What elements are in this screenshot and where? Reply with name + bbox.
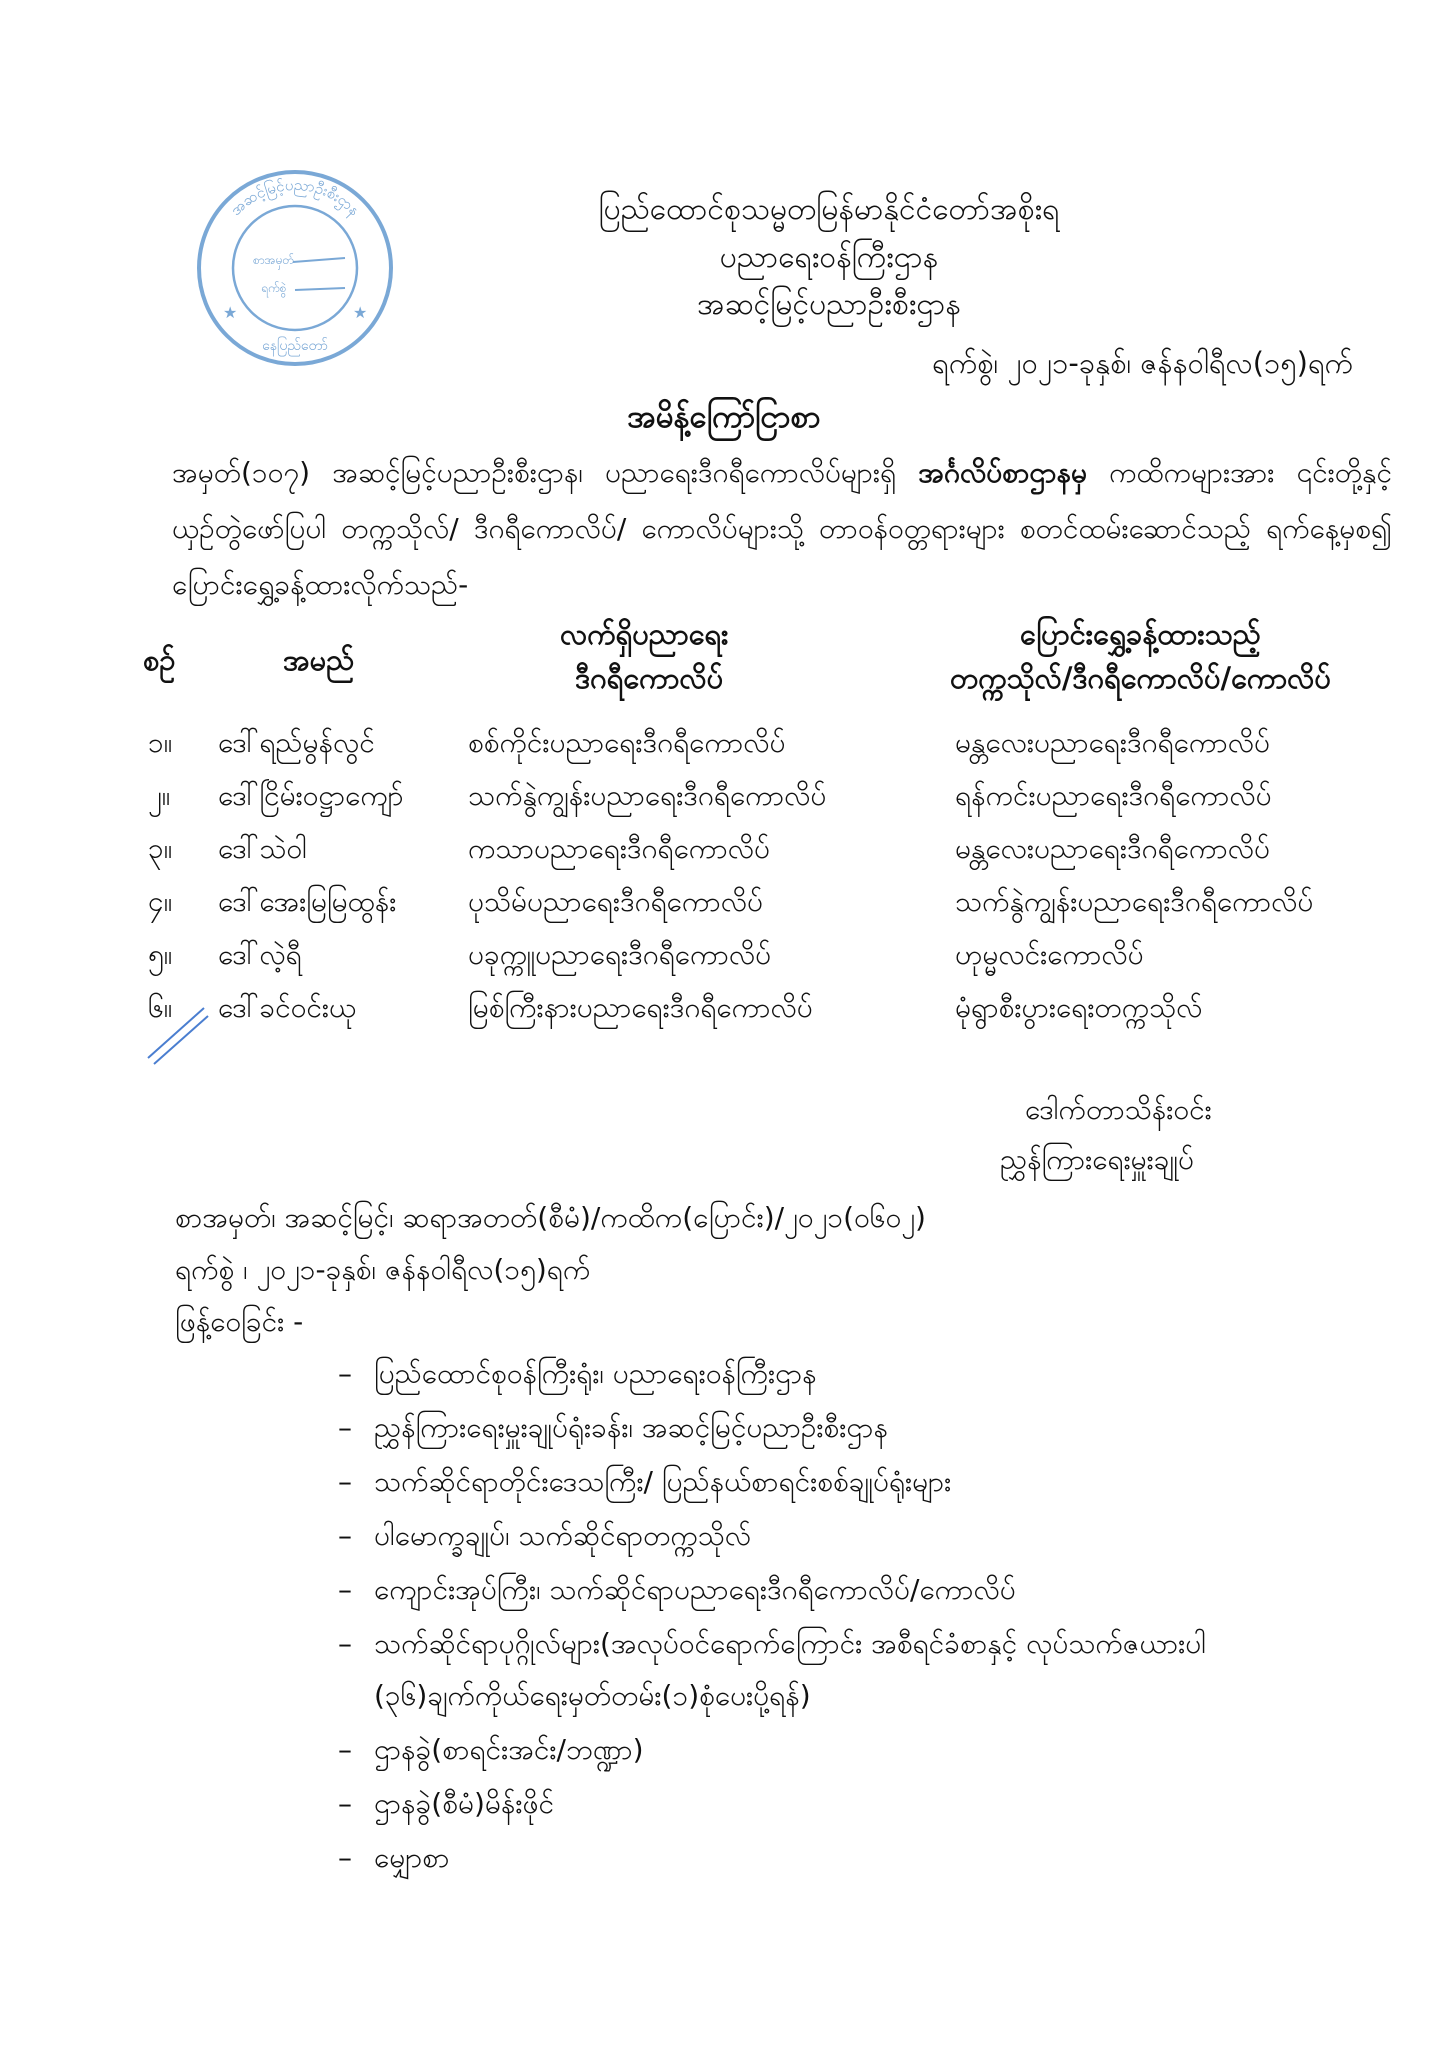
reference-date: ရက်စွဲ ၊ ၂၀၂၁-ခုနှစ်၊ ဇန်နဝါရီလ(၁၅)ရက်	[175, 1253, 591, 1286]
row-no: ၃။	[148, 832, 173, 865]
row-name: ဒေါ်လဲ့ရီ	[218, 938, 302, 971]
seal-line1: စာအမှတ်	[253, 253, 295, 267]
intro-paragraph	[172, 445, 1392, 613]
row-new: မန္တလေးပညာရေးဒီဂရီကောလိပ်	[955, 726, 1270, 759]
list-item: – ဌာနခွဲ(စာရင်းအင်း/ဘဏ္ဍာ)	[338, 1733, 644, 1766]
table-header-name: အမည်	[283, 643, 355, 677]
list-item: – သက်ဆိုင်ရာတိုင်းဒေသကြီး/ ပြည်နယ်စာရင်းစစ်ချုပ်ရုံးများ	[338, 1465, 952, 1498]
table-row	[0, 824, 1448, 874]
svg-text:★: ★	[223, 303, 238, 322]
svg-text:★: ★	[353, 303, 368, 322]
list-item: – မျှောစာ	[338, 1841, 450, 1874]
row-current: သက်နွဲကျွန်းပညာရေးဒီဂရီကောလိပ်	[468, 779, 827, 812]
distribution-label: ဖြန့်ဝေခြင်း -	[175, 1305, 304, 1338]
header-government: ပြည်ထောင်စုသမ္မတမြန်မာနိုင်ငံတော်အစိုးရ	[598, 192, 1060, 227]
signatory-name: ဒေါက်တာသိန်းဝင်း	[1025, 1093, 1212, 1126]
row-current: မြစ်ကြီးနားပညာရေးဒီဂရီကောလိပ်	[468, 991, 813, 1024]
row-new: သက်နွဲကျွန်းပညာရေးဒီဂရီကောလိပ်	[955, 885, 1314, 918]
list-item: – ကျောင်းအုပ်ကြီး၊ သက်ဆိုင်ရာပညာရေးဒီဂရီကောလိပ်/ကောလိပ်	[338, 1573, 1016, 1606]
table-header-current-2: ဒီဂရီကောလိပ်	[575, 661, 724, 695]
table-row	[0, 877, 1448, 927]
row-name: ဒေါ်ခင်ဝင်းယု	[218, 991, 357, 1024]
row-no: ၄။	[148, 885, 173, 918]
row-no: ၁။	[148, 726, 173, 759]
header-date: ရက်စွဲ၊ ၂၀၂၁-ခုနှစ်၊ ဇန်နဝါရီလ(၁၅)ရက်	[932, 346, 1353, 380]
intro-bold: အင်္ဂလိပ်စာဌာနမှ	[918, 456, 1087, 489]
row-current: စစ်ကိုင်းပညာရေးဒီဂရီကောလိပ်	[468, 726, 786, 759]
row-current: ပခုက္ကူပညာရေးဒီဂရီကောလိပ်	[468, 938, 772, 971]
row-new: ဟုမ္မလင်းကောလိပ်	[955, 938, 1144, 971]
row-new: မုံရွာစီးပွားရေးတက္ကသိုလ်	[955, 991, 1203, 1024]
table-row	[0, 718, 1448, 768]
list-item: – ညွှန်ကြားရေးမှူးချုပ်ရုံးခန်း၊ အဆင့်မြင့်ပညာဦးစီးဌာန	[338, 1411, 888, 1444]
table-header-current-1: လက်ရှိပညာရေး	[560, 617, 729, 651]
row-new: မန္တလေးပညာရေးဒီဂရီကောလိပ်	[955, 832, 1270, 865]
list-item: – ပါမောက္ခချုပ်၊ သက်ဆိုင်ရာတက္ကသိုလ်	[338, 1519, 752, 1552]
row-no: ၆။	[148, 991, 173, 1024]
seal-bottom-text: နေပြည်တော်	[262, 338, 328, 354]
signatory-title: ညွှန်ကြားရေးမှူးချုပ်	[1000, 1143, 1194, 1176]
header-department: အဆင့်မြင့်ပညာဦးစီးဌာန	[697, 287, 961, 322]
reference-number: စာအမှတ်၊ အဆင့်မြင့်၊ ဆရာအတတ်(စီမံ)/ကထိက(ပြောင်း)/၂၀၂၁(၀၆၀၂)	[175, 1201, 926, 1234]
table-header-new-2: တက္ကသိုလ်/ဒီဂရီကောလိပ်/ကောလိပ်	[950, 661, 1331, 695]
list-item-continuation: (၃၆)ချက်ကိုယ်ရေးမှတ်တမ်း(၁)စုံပေးပို့ရန်)	[374, 1679, 811, 1712]
order-title: အမိန့်ကြော်ငြာစာ	[627, 399, 821, 435]
header-ministry: ပညာရေးဝန်ကြီးဌာန	[719, 240, 939, 275]
intro-part2: ကထိကများအား ၎င်းတို့နှင့်ယှဉ်တွဲဖော်ပြပါ တက္ကသိုလ်/ ဒီဂရီကောလိပ်/ ကောလိပ်များသို့ တာဝန်ဝတ္တရားများ စတင်ထမ်းဆောင်သည့် ရက်နေ့မှစ၍ ပြောင်းရွှေ့ခန့်ထားလိုက်သည်-	[172, 456, 1393, 601]
table-header-no: စဉ်	[143, 643, 176, 677]
row-current: ကသာပညာရေးဒီဂရီကောလိပ်	[468, 832, 770, 865]
table-row	[0, 930, 1448, 980]
strike-mark-icon	[142, 1000, 212, 1070]
seal-line2: ရက်စွဲ	[261, 281, 287, 295]
row-no: ၅။	[148, 938, 173, 971]
table-row	[0, 983, 1448, 1033]
intro-part1: အမှတ်(၁၀၇) အဆင့်မြင့်ပညာဦးစီးဌာန၊ ပညာရေးဒီဂရီကောလိပ်များရှိ	[172, 456, 919, 489]
row-name: ဒေါ်ရည်မွန်လွင်	[218, 726, 375, 759]
table-row	[0, 771, 1448, 821]
row-name: ဒေါ်သဲဝါ	[218, 832, 307, 865]
row-current: ပုသိမ်ပညာရေးဒီဂရီကောလိပ်	[468, 885, 763, 918]
row-no: ၂။	[148, 779, 171, 812]
list-item: – ပြည်ထောင်စုဝန်ကြီးရုံး၊ ပညာရေးဝန်ကြီးဌာန	[338, 1357, 817, 1390]
row-name: ဒေါ်အေးမြမြထွန်း	[218, 885, 397, 918]
list-item: – ဌာနခွဲ(စီမံ)မိန်းဖိုင်	[338, 1787, 555, 1820]
list-item: – သက်ဆိုင်ရာပုဂ္ဂိုလ်များ(အလုပ်ဝင်ရောက်ကြောင်း အစီရင်ခံစာနှင့် လုပ်သက်ဇယားပါ	[338, 1627, 1207, 1660]
table-header-new-1: ပြောင်းရွှေ့ခန့်ထားသည့်	[1020, 617, 1261, 651]
row-new: ရန်ကင်းပညာရေးဒီဂရီကောလိပ်	[955, 779, 1272, 812]
row-name: ဒေါ်ငြိမ်းဝဋ္ဌာကျော်	[218, 779, 404, 812]
seal-ring-text: အဆင့်မြင့်ပညာဦးစီးဌာန	[226, 175, 364, 220]
